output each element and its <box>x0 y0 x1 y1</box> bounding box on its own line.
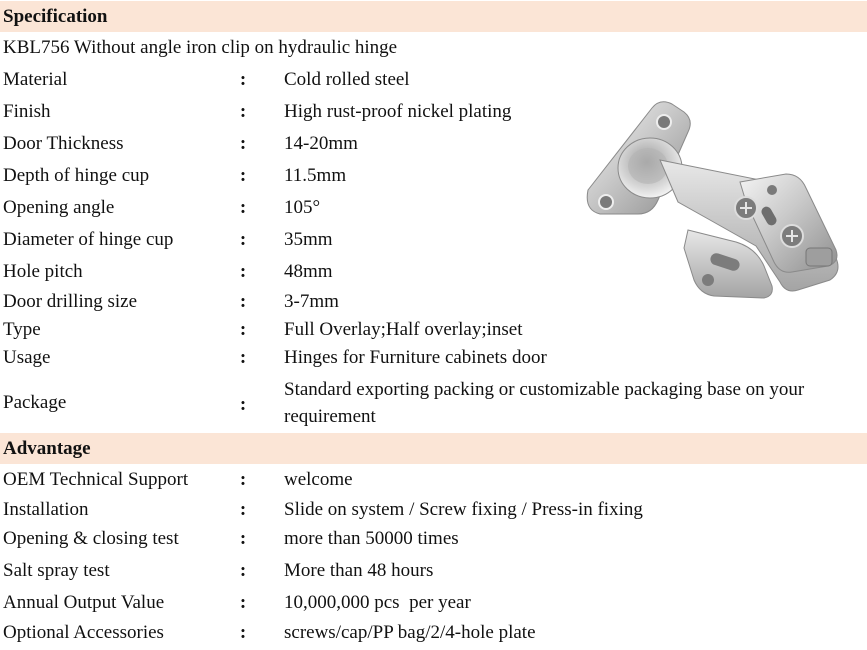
advantage-colon: : <box>239 622 247 643</box>
spec-colon: : <box>239 101 247 122</box>
specification-header: Specification <box>0 1 867 32</box>
advantage-colon: : <box>239 499 247 520</box>
advantage-label: Opening & closing test <box>3 528 179 549</box>
spec-colon: : <box>239 197 247 218</box>
spec-value: Standard exporting packing or customizable packaging base on your requirement <box>284 379 805 427</box>
advantage-label: Optional Accessories <box>3 622 164 643</box>
spec-colon: : <box>239 133 247 154</box>
spec-colon: : <box>239 319 247 340</box>
advantage-colon: : <box>239 560 247 581</box>
spec-value: 35mm <box>284 229 333 250</box>
advantage-label: Salt spray test <box>3 560 110 581</box>
spec-colon: : <box>239 229 247 250</box>
spec-colon: : <box>239 347 247 368</box>
spec-colon: : <box>239 394 247 415</box>
advantage-value: screws/cap/PP bag/2/4-hole plate <box>284 622 536 643</box>
advantage-value: 10,000,000 pcs per year <box>284 592 471 613</box>
spec-colon: : <box>239 69 247 90</box>
spec-value: Full Overlay;Half overlay;inset <box>284 319 523 340</box>
advantage-value: welcome <box>284 469 353 490</box>
spec-label: Finish <box>3 101 51 122</box>
spec-colon: : <box>239 291 247 312</box>
spec-label: Door Thickness <box>3 133 124 154</box>
product-subtitle: KBL756 Without angle iron clip on hydraulic hinge <box>3 37 398 58</box>
spec-value: 14-20mm <box>284 133 358 154</box>
advantage-value: Slide on system / Screw fixing / Press-in fixing <box>284 499 643 520</box>
advantage-colon: : <box>239 528 247 549</box>
spec-value: 48mm <box>284 261 333 282</box>
advantage-header: Advantage <box>0 433 867 464</box>
spec-label: Usage <box>3 347 51 368</box>
spec-value: 105° <box>284 197 321 218</box>
spec-label: Diameter of hinge cup <box>3 229 174 250</box>
spec-label: Material <box>3 69 68 90</box>
spec-colon: : <box>239 261 247 282</box>
advantage-colon: : <box>239 592 247 613</box>
advantage-value: More than 48 hours <box>284 560 434 581</box>
spec-label: Type <box>3 319 41 340</box>
spec-colon: : <box>239 165 247 186</box>
spec-value: High rust-proof nickel plating <box>284 101 512 122</box>
spec-label: Depth of hinge cup <box>3 165 150 186</box>
advantage-value: more than 50000 times <box>284 528 459 549</box>
spec-value: Hinges for Furniture cabinets door <box>284 347 547 368</box>
advantage-label: Annual Output Value <box>3 592 165 613</box>
hydraulic-hinge-photo <box>560 90 860 310</box>
advantage-label: Installation <box>3 499 89 520</box>
advantage-colon: : <box>239 469 247 490</box>
spec-label: Opening angle <box>3 197 115 218</box>
spec-label: Hole pitch <box>3 261 83 282</box>
advantage-label: OEM Technical Support <box>3 469 189 490</box>
spec-label: Package <box>3 392 67 413</box>
spec-label: Door drilling size <box>3 291 138 312</box>
spec-value: 3-7mm <box>284 291 339 312</box>
spec-value: 11.5mm <box>284 165 347 186</box>
spec-value: Cold rolled steel <box>284 69 410 90</box>
